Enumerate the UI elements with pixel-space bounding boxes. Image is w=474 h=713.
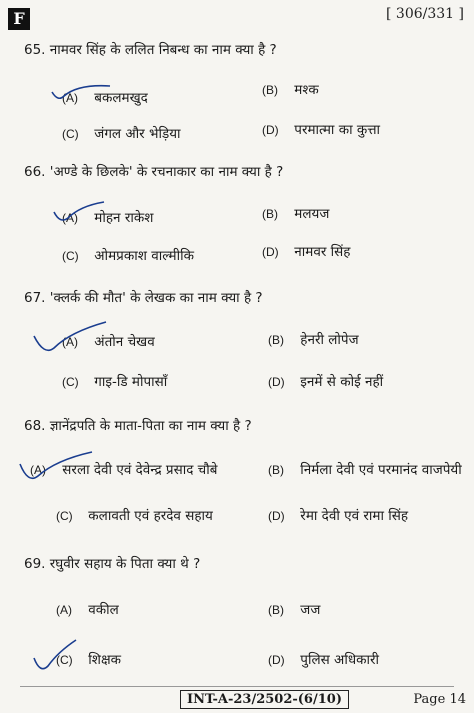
option-text: नामवर सिंह	[294, 244, 351, 260]
option-label: (A)	[30, 463, 46, 477]
option-67-c[interactable]	[62, 372, 167, 390]
option-label: (D)	[262, 123, 279, 137]
question-number: 69.	[24, 556, 46, 572]
option-label: (B)	[268, 603, 284, 617]
option-label: (A)	[62, 91, 78, 105]
question-number: 66.	[24, 164, 46, 180]
question-69	[24, 554, 200, 572]
option-text: हेनरी लोपेज	[300, 332, 359, 348]
question-text: 'अण्डे के छिलके' के रचनाकार का नाम क्या है ?	[49, 164, 284, 180]
question-text: 'क्लर्क की मौत' के लेखक का नाम क्या है ?	[49, 290, 263, 306]
option-68-d[interactable]	[268, 506, 408, 524]
question-text: ज्ञानेंद्रपति के माता-पिता का नाम क्या है ?	[49, 418, 252, 434]
option-text: कलावती एवं हरदेव सहाय	[88, 508, 213, 524]
option-label: (D)	[268, 375, 285, 389]
paper-code: [ 306/331 ]	[386, 6, 464, 22]
option-text: परमात्मा का कुत्ता	[294, 122, 381, 138]
option-label: (B)	[262, 207, 278, 221]
option-text: मश्क	[294, 82, 319, 98]
question-number: 65.	[24, 42, 46, 58]
option-text: जंगल और भेड़िया	[94, 126, 181, 142]
set-badge: F	[8, 8, 30, 30]
option-65-b[interactable]	[262, 80, 319, 98]
option-label: (D)	[268, 509, 285, 523]
question-66	[24, 162, 283, 180]
option-69-d[interactable]	[268, 650, 379, 668]
option-label: (B)	[262, 83, 278, 97]
option-67-a[interactable]	[62, 332, 155, 350]
option-text: इनमें से कोई नहीं	[300, 374, 384, 390]
option-text: पुलिस अधिकारी	[300, 652, 380, 668]
option-text: मोहन राकेश	[94, 210, 154, 226]
option-69-a[interactable]	[56, 600, 119, 618]
option-67-b[interactable]	[268, 330, 359, 348]
question-number: 67.	[24, 290, 46, 306]
option-text: सरला देवी एवं देवेन्द्र प्रसाद चौबे	[62, 462, 218, 478]
option-66-d[interactable]	[262, 242, 350, 260]
option-label: (D)	[262, 245, 279, 259]
question-68	[24, 416, 252, 434]
option-66-b[interactable]	[262, 204, 329, 222]
option-text: रेमा देवी एवं रामा सिंह	[300, 508, 409, 524]
option-label: (C)	[62, 375, 79, 389]
option-65-d[interactable]	[262, 120, 380, 138]
option-text: जज	[300, 602, 321, 618]
option-66-a[interactable]	[62, 208, 153, 226]
option-69-b[interactable]	[268, 600, 320, 618]
option-text: ओमप्रकाश वाल्मीकि	[94, 248, 194, 264]
option-label: (B)	[268, 333, 284, 347]
option-label: (A)	[56, 603, 72, 617]
page-number: Page 14	[413, 692, 466, 707]
option-68-c[interactable]	[56, 506, 213, 524]
option-label: (A)	[62, 211, 78, 225]
option-text: शिक्षक	[88, 652, 122, 668]
option-text: अंतोन चेखव	[94, 334, 155, 350]
option-label: (A)	[62, 335, 78, 349]
footer-divider	[20, 686, 454, 687]
question-text: नामवर सिंह के ललित निबन्ध का नाम क्या है ?	[49, 42, 277, 58]
option-text: निर्मला देवी एवं परमानंद वाजपेयी	[300, 462, 462, 478]
option-65-a[interactable]	[62, 88, 148, 106]
question-number: 68.	[24, 418, 46, 434]
option-69-c[interactable]	[56, 650, 121, 668]
option-68-b[interactable]	[268, 460, 462, 478]
option-label: (C)	[62, 249, 79, 263]
option-67-d[interactable]	[268, 372, 383, 390]
option-label: (D)	[268, 653, 285, 667]
option-label: (C)	[62, 127, 79, 141]
option-text: मलयज	[294, 206, 330, 222]
option-65-c[interactable]	[62, 124, 181, 142]
option-66-c[interactable]	[62, 246, 194, 264]
option-text: गाइ-डि मोपासाँ	[94, 374, 168, 390]
option-text: बकलमखुद	[94, 90, 148, 106]
option-label: (C)	[56, 653, 73, 667]
option-68-a[interactable]	[30, 460, 217, 478]
option-label: (C)	[56, 509, 73, 523]
question-65	[24, 40, 277, 58]
option-label: (B)	[268, 463, 284, 477]
question-67	[24, 288, 263, 306]
question-text: रघुवीर सहाय के पिता क्या थे ?	[49, 556, 201, 572]
footer-paper-code: INT-A-23/2502-(6/10)	[180, 690, 349, 709]
option-text: वकील	[88, 602, 119, 618]
